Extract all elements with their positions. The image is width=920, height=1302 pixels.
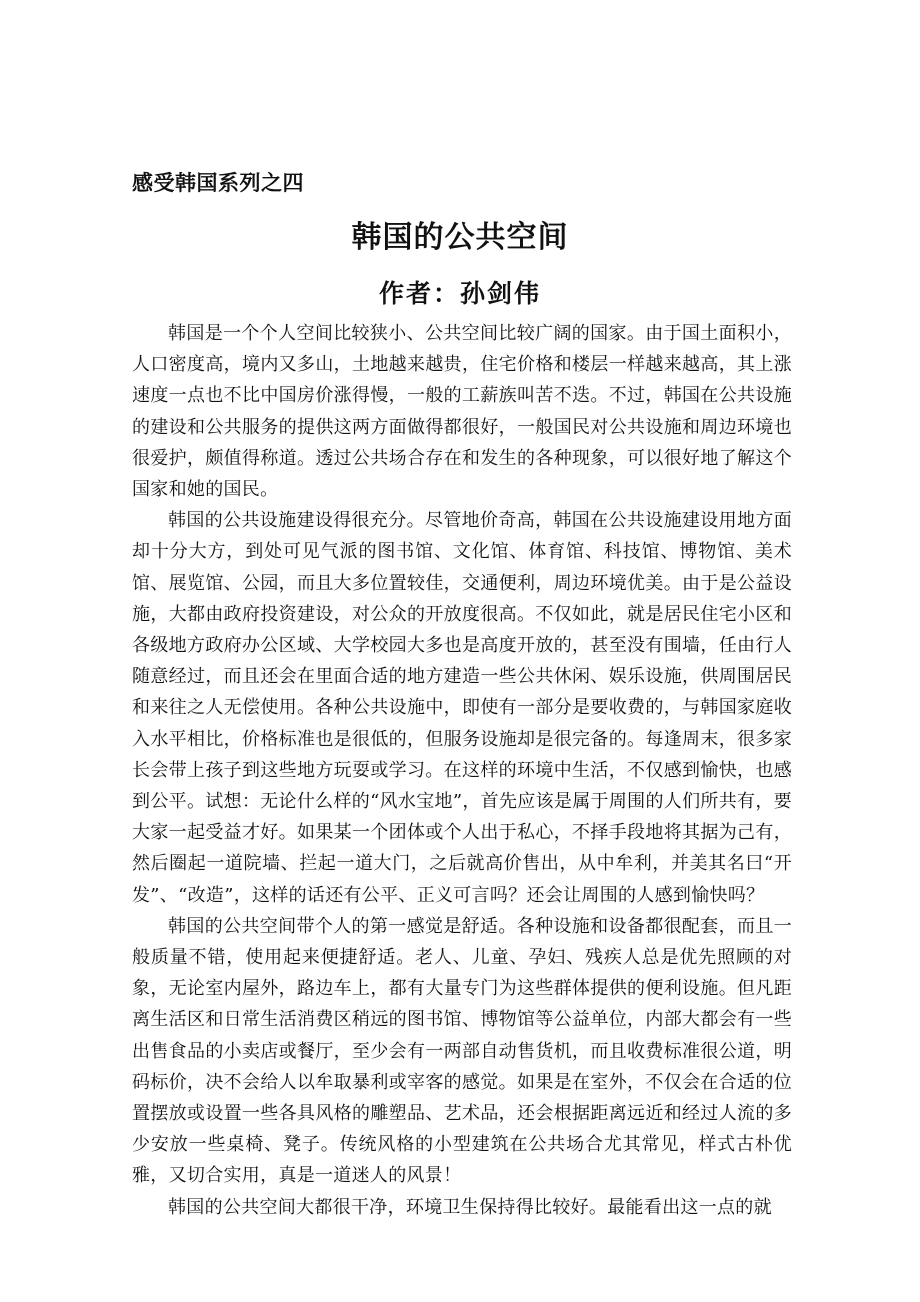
paragraph: 韩国是一个个人空间比较狭小、公共空间比较广阔的国家。由于国土面积小，人口密度高，境内又多山，土地越来越贵，住宅价格和楼层一样越来越高，其上涨速度一点也不比中国房价涨得慢，一般的工薪族叫苦不迭。不过，韩国在公共设施的建设和公共服务的提供这两方面做得都很好，一般国民对公共设施和周边环境也很爱护，颇值得称道。透过公共场合存在和发生的各种现象，可以很好地了解这个国家和她的国民。 [132, 323, 792, 501]
paragraph: 韩国的公共设施建设得很充分。尽管地价奇高，韩国在公共设施建设用地方面却十分大方，到处可见气派的图书馆、文化馆、体育馆、科技馆、博物馆、美术馆、展览馆、公园，而且大多位置较佳，交通便利，周边环境优美。由于是公益设施，大都由政府投资建设，对公众的开放度很高。不仅如此，就是居民住宅小区和各级地方政府办公区域、大学校园大多也是高度开放的，甚至没有围墙，任由行人随意经过，而且还会在里面合适的地方建造一些公共休闲、娱乐设施，供周围居民和来往之人无偿使用。各种公共设施中，即使有一部分是要收费的，与韩国家庭收入水平相比，价格标准也是很低的，但服务设施却是很完备的。每逢周末，很多家长会带上孩子到这些地方玩耍或学习。在这样的环境中生活，不仅感到愉快，也感到公平。试想：无论什么样的“风水宝地”，首先应该是属于周围的人们所共有，要大家一起受益才好。如果某一个团体或个人出于私心，不择手段地将其据为己有，然后圈起一道院墙、拦起一道大门，之后就高价售出，从中牟利，并美其名曰“开发”、“改造”，这样的话还有公平、正义可言吗？还会让周围的人感到愉快吗？ [132, 510, 792, 906]
paragraph: 韩国的公共空间带个人的第一感觉是舒适。各种设施和设备都很配套，而且一般质量不错，使用起来便捷舒适。老人、儿童、孕妇、残疾人总是优先照顾的对象，无论室内屋外，路边车上，都有大量专门为这些群体提供的便利设施。但凡距离生活区和日常生活消费区稍远的图书馆、博物馆等公益单位，内部大都会有一些出售食品的小卖店或餐厅，至少会有一两部自动售货机，而且收费标准很公道，明码标价，决不会给人以牟取暴利或宰客的感觉。如果是在室外，不仅会在合适的位置摆放或设置一些各具风格的雕塑品、艺术品，还会根据距离远近和经过人流的多少安放一些桌椅、凳子。传统风格的小型建筑在公共场合尤其常见，样式古朴优雅，又切合实用，真是一道迷人的风景！ [132, 915, 792, 1187]
article-body [132, 318, 792, 1223]
series-label: 感受韩国系列之四 [132, 171, 304, 195]
paragraph: 韩国的公共空间大都很干净，环境卫生保持得比较好。最能看出这一点的就 [168, 1196, 772, 1218]
author-line: 作者：孙剑伟 [378, 279, 541, 308]
article-title: 韩国的公共空间 [351, 220, 569, 255]
